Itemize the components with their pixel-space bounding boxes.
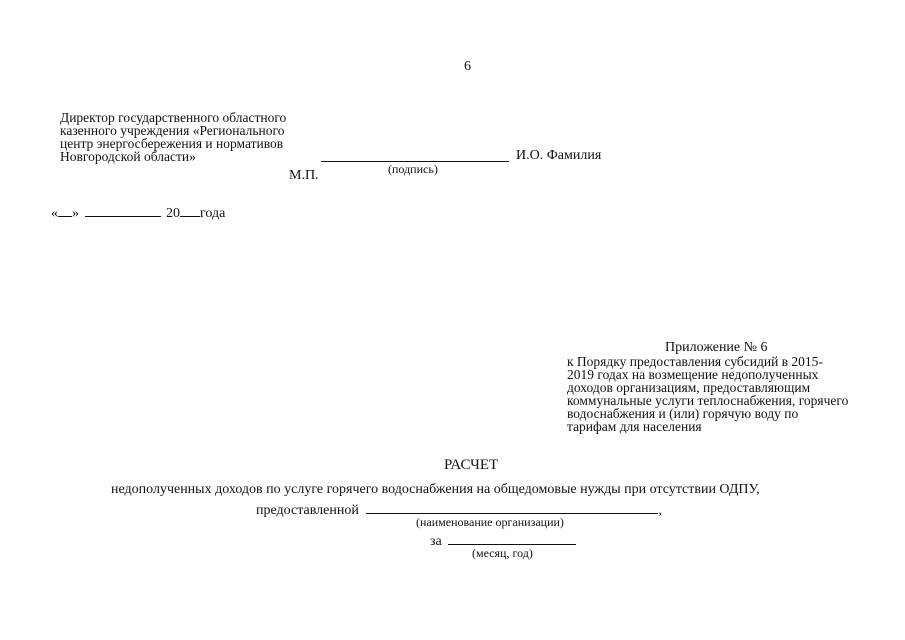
period-label: за (430, 534, 442, 549)
director-org-block (60, 111, 286, 163)
date-quote-close: » (72, 206, 79, 221)
year-blank (180, 203, 200, 217)
provided-comma: , (658, 503, 662, 518)
director-org-line: центр энергосбережения и нормативов (60, 136, 284, 151)
organization-blank (366, 500, 658, 514)
calculation-heading: РАСЧЕТ (444, 457, 499, 473)
stamp-placeholder: М.П. (289, 168, 319, 183)
month-blank (85, 203, 161, 217)
appendix-line: доходов организациям, предоставляющим (567, 380, 811, 395)
period-blank (448, 531, 576, 545)
appendix-line: 2019 годах на возмещение недополученных (567, 367, 819, 382)
year-prefix: 20 (166, 206, 180, 221)
appendix-text (567, 355, 848, 433)
page-number: 6 (464, 59, 471, 74)
signature-caption: (подпись) (388, 162, 438, 176)
calculation-subheading: недополученных доходов по услуге горячего водоснабжения на общедомовые нужды при отсутствии ОДПУ, (111, 482, 760, 497)
period-caption: (месяц, год) (472, 546, 533, 560)
appendix-line: водоснабжения и (или) горячую воду по (567, 406, 799, 421)
date-line (51, 203, 225, 222)
appendix-line: к Порядку предоставления субсидий в 2015- (567, 354, 823, 369)
appendix-title: Приложение № 6 (665, 340, 768, 355)
organization-caption: (наименование организации) (416, 515, 564, 529)
provided-label: предоставленной (256, 503, 359, 518)
director-name: И.О. Фамилия (516, 148, 602, 163)
director-org-line: Новгородской области» (60, 149, 196, 164)
date-quote-open: « (51, 206, 58, 221)
director-org-line: казенного учреждения «Регионального (60, 123, 285, 138)
day-blank (58, 203, 72, 217)
director-org-line: Директор государственного областного (60, 110, 287, 125)
year-suffix: года (200, 206, 226, 221)
signature-line (321, 148, 509, 162)
appendix-line: коммунальные услуги теплоснабжения, горячего (567, 393, 849, 408)
appendix-line: тарифам для населения (567, 419, 702, 434)
